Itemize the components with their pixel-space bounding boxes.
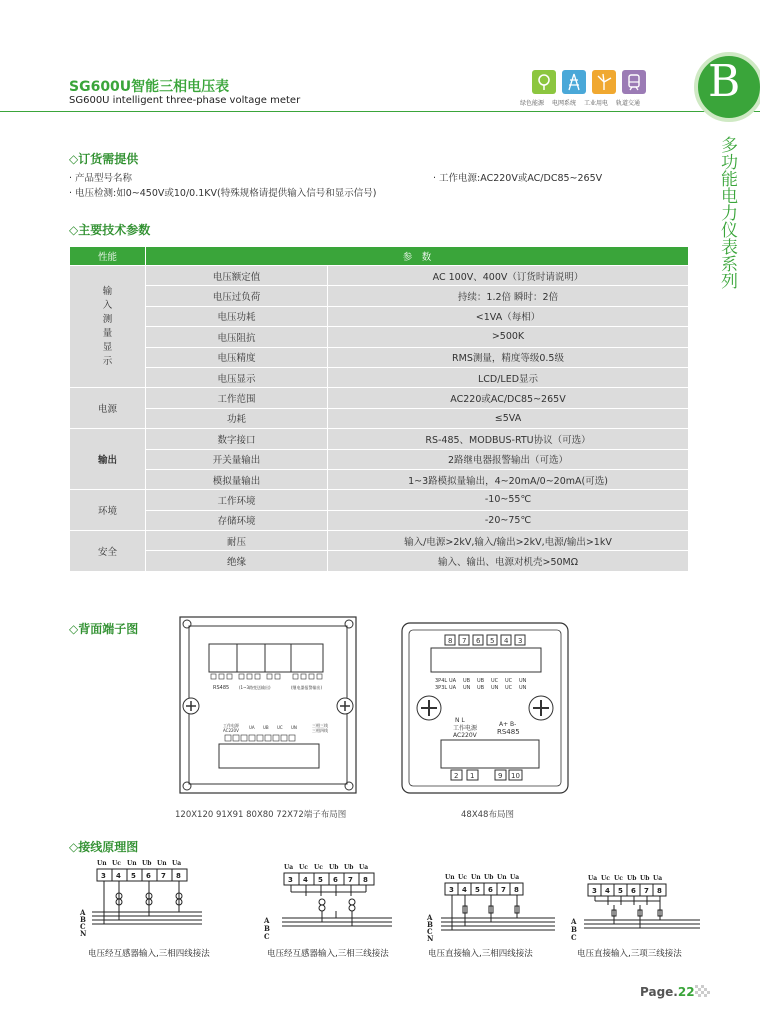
signal-label: Un — [445, 874, 455, 881]
terminal-number: 6 — [631, 887, 636, 895]
wiring-diagram-1 — [72, 856, 202, 946]
signal-label: Ub — [142, 860, 152, 867]
phase-label: A — [571, 917, 577, 926]
three-phase-3wire-label: 三相三线 — [312, 723, 328, 728]
terminal-number: 4 — [462, 886, 467, 894]
terminal-number: 6 — [476, 637, 481, 645]
param-name: 电压额定值 — [146, 266, 328, 286]
signal-label: Uc — [458, 874, 467, 881]
series-side-title: 多功能电力仪表系列 — [717, 136, 737, 289]
terminal-number: 6 — [146, 872, 151, 880]
phase-label: C — [80, 922, 86, 931]
signal-label: Uc — [112, 860, 121, 867]
terminal-number: 3 — [288, 876, 293, 884]
order-item: · 工作电源:AC220V或AC/DC85~265V — [433, 173, 603, 184]
icon-label: 轨道交通 — [615, 100, 640, 107]
param-value: 2路继电器报警输出（可选） — [328, 449, 689, 469]
param-name: 电压阻抗 — [146, 327, 328, 347]
table-row — [70, 469, 689, 489]
wiring-heading: ◇接线原理图 — [69, 840, 139, 854]
param-name: 工作环境 — [146, 490, 328, 510]
industrial-power-icon — [592, 70, 616, 94]
param-name: 存储环境 — [146, 510, 328, 530]
wiring-caption: 电压经互感器输入,三相三线接法 — [267, 949, 389, 959]
terminal-number: 3 — [449, 886, 454, 894]
wiring-mode-label: 3P3L — [435, 685, 448, 691]
voltage-term-label: UN — [291, 725, 297, 730]
signal-label: Uc — [614, 875, 623, 882]
order-item: · 电压检测:如0~450V或10/0.1KV(特殊规格请提供输入信号和显示信号) — [69, 188, 377, 199]
terminal-number: 5 — [318, 876, 323, 884]
order-item: · 产品型号名称 — [69, 173, 133, 184]
param-name: 工作范围 — [146, 388, 328, 408]
param-name: 模拟量输出 — [146, 469, 328, 489]
voltage-term-label: UC — [277, 725, 283, 730]
param-value: 输入、输出、电源对机壳>50MΩ — [328, 551, 689, 571]
param-value: LCD/LED显示 — [328, 367, 689, 387]
table-header: 参 数 — [146, 247, 689, 266]
param-name: 绝缘 — [146, 551, 328, 571]
rear-panel-large — [179, 616, 357, 794]
terminal-number: 4 — [116, 872, 121, 880]
phase-label: B — [571, 925, 577, 934]
signal-label: Un — [497, 874, 507, 881]
rs485-ab-label: A+ B- — [499, 721, 517, 728]
phase-label: B — [80, 915, 86, 924]
table-row — [70, 327, 689, 347]
terminal-number: 3 — [592, 887, 597, 895]
rs485-label: RS485 — [213, 685, 230, 691]
power-nl-label: N L — [455, 717, 465, 724]
signal-label: Ua — [172, 860, 182, 867]
voltage-term-label: UA — [449, 678, 457, 684]
signal-label: Uc — [601, 875, 610, 882]
param-name: 电压精度 — [146, 347, 328, 367]
terminal-number: 7 — [462, 637, 467, 645]
wiring-caption: 电压直接输入,三相四线接法 — [428, 949, 533, 959]
table-row — [70, 388, 689, 408]
terminal-number: 7 — [501, 886, 506, 894]
table-row — [70, 490, 689, 510]
param-name: 功耗 — [146, 408, 328, 428]
page-label: Page. — [640, 985, 678, 999]
terminal-number: 4 — [504, 637, 509, 645]
header-divider — [0, 111, 760, 112]
three-phase-4wire-label: 三相四线 — [312, 728, 328, 733]
wiring-diagram-2 — [262, 860, 392, 946]
voltage-term-label: UC — [505, 678, 513, 684]
category-cell: 电源 — [70, 388, 146, 429]
phase-label: N — [427, 934, 434, 943]
table-row — [70, 510, 689, 530]
voltage-term-label: UN — [463, 685, 471, 691]
category-icons — [532, 70, 646, 94]
table-row — [70, 367, 689, 387]
wiring-diagram-3 — [425, 870, 555, 946]
voltage-term-label: UN — [519, 678, 527, 684]
signal-label: Un — [97, 860, 107, 867]
table-row — [70, 551, 689, 571]
rear-heading: ◇背面端子图 — [69, 622, 139, 636]
table-row — [70, 306, 689, 326]
wiring-diagram-4 — [570, 871, 700, 946]
wiring-mode-label: 3P4L — [435, 678, 448, 684]
param-value: >500K — [328, 327, 689, 347]
signal-label: Ub — [344, 864, 354, 871]
param-value: RS-485、MODBUS-RTU协议（可选） — [328, 429, 689, 449]
category-cell: 输入测量显示 — [70, 266, 146, 388]
voltage-term-label: UA — [249, 725, 255, 730]
param-value: -10~55℃ — [328, 490, 689, 510]
phase-label: B — [264, 924, 270, 933]
terminal-number: 8 — [363, 876, 368, 884]
terminal-number: 7 — [161, 872, 166, 880]
relay-output-label: (继电器报警输出) — [291, 685, 323, 690]
voltage-term-label: UB — [263, 725, 269, 730]
param-name: 数字接口 — [146, 429, 328, 449]
phase-label: A — [80, 908, 86, 917]
terminal-number: 2 — [454, 772, 459, 780]
voltage-term-label: UN — [519, 685, 527, 691]
table-row — [70, 347, 689, 367]
signal-label: Ua — [653, 875, 663, 882]
signal-label: Ub — [640, 875, 650, 882]
table-row — [70, 266, 689, 286]
rear-small-caption: 48X48布局图 — [461, 810, 514, 820]
icon-label: 电网系统 — [551, 100, 576, 107]
voltage-term-label: UC — [491, 678, 499, 684]
signal-label: Un — [471, 874, 481, 881]
power-ac-label: AC220V — [453, 732, 477, 739]
analog-output-label: (1~3路变送输出) — [239, 685, 271, 690]
terminal-number: 6 — [488, 886, 493, 894]
terminal-number: 8 — [176, 872, 181, 880]
voltage-term-label: UB — [477, 678, 485, 684]
phase-label: C — [264, 932, 270, 941]
green-energy-icon — [532, 70, 556, 94]
phase-label: N — [80, 929, 87, 938]
terminal-number: 8 — [514, 886, 519, 894]
param-value: RMS测量，精度等级0.5级 — [328, 347, 689, 367]
table-row — [70, 408, 689, 428]
voltage-term-label: UN — [491, 685, 499, 691]
param-name: 耐压 — [146, 531, 328, 551]
voltage-term-label: UB — [477, 685, 485, 691]
voltage-term-label: UA — [449, 685, 457, 691]
terminal-number: 10 — [511, 772, 520, 780]
param-value: <1VA（每相） — [328, 306, 689, 326]
category-cell: 输出 — [70, 429, 146, 490]
voltage-term-label: UC — [505, 685, 513, 691]
terminal-number: 6 — [333, 876, 338, 884]
signal-label: Ub — [627, 875, 637, 882]
category-icon-labels — [518, 98, 642, 107]
page-number — [640, 985, 695, 999]
terminal-number: 7 — [348, 876, 353, 884]
rs485-label: RS485 — [497, 728, 520, 736]
terminal-number: 1 — [470, 772, 475, 780]
rear-large-caption: 120X120 91X91 80X80 72X72端子布局图 — [175, 810, 347, 820]
terminal-number: 4 — [605, 887, 610, 895]
signal-label: Uc — [299, 864, 308, 871]
terminal-number: 9 — [498, 772, 503, 780]
param-value: 1~3路模拟量输出，4~20mA/0~20mA(可选) — [328, 469, 689, 489]
signal-label: Uc — [314, 864, 323, 871]
signal-label: Ua — [359, 864, 369, 871]
table-row — [70, 429, 689, 449]
decorative-pattern-icon — [695, 985, 713, 999]
phase-label: B — [427, 920, 433, 929]
param-value: 持续：1.2倍 瞬时：2倍 — [328, 286, 689, 306]
phase-label: A — [427, 913, 433, 922]
terminal-number: 5 — [475, 886, 480, 894]
page-title: SG600U智能三相电压表 — [69, 79, 230, 95]
signal-label: Ua — [588, 875, 598, 882]
rail-transit-icon — [622, 70, 646, 94]
terminal-number: 3 — [101, 872, 106, 880]
param-value: 输入/电源>2kV,输入/输出>2kV,电源/输出>1kV — [328, 531, 689, 551]
param-name: 开关量输出 — [146, 449, 328, 469]
signal-label: Ua — [284, 864, 294, 871]
category-cell: 环境 — [70, 490, 146, 531]
voltage-term-label: UB — [463, 678, 471, 684]
icon-label: 工业用电 — [583, 100, 608, 107]
category-cell: 安全 — [70, 531, 146, 572]
page-number-value: 22 — [677, 985, 695, 999]
wiring-caption: 电压直接输入,三项三线接法 — [577, 949, 682, 959]
power-label: 工作电源 — [453, 725, 478, 732]
table-row — [70, 449, 689, 469]
terminal-number: 5 — [490, 637, 495, 645]
signal-label: Ua — [510, 874, 520, 881]
signal-label: Ub — [329, 864, 339, 871]
signal-label: Ub — [484, 874, 494, 881]
power-label: 工作电源 — [223, 723, 239, 728]
terminal-number: 8 — [657, 887, 662, 895]
table-row — [70, 286, 689, 306]
table-header: 性能 — [70, 247, 146, 266]
param-name: 电压显示 — [146, 367, 328, 387]
terminal-number: 5 — [618, 887, 623, 895]
spec-table — [69, 246, 689, 572]
table-row — [70, 531, 689, 551]
order-heading: ◇订货需提供 — [69, 152, 139, 166]
terminal-number: 3 — [518, 637, 523, 645]
icon-label: 绿色能源 — [519, 100, 544, 107]
rear-panel-small — [401, 622, 569, 794]
param-name: 电压过负荷 — [146, 286, 328, 306]
param-value: AC220或AC/DC85~265V — [328, 388, 689, 408]
param-value: AC 100V、400V（订货时请说明） — [328, 266, 689, 286]
power-grid-icon — [562, 70, 586, 94]
param-value: -20~75℃ — [328, 510, 689, 530]
page-subtitle: SG600U intelligent three-phase voltage meter — [69, 95, 301, 106]
terminal-number: 8 — [448, 637, 453, 645]
power-sub-label: AC220V — [223, 728, 239, 733]
terminal-number: 7 — [644, 887, 649, 895]
phase-label: C — [427, 927, 433, 936]
phase-label: C — [571, 933, 577, 942]
specs-heading: ◇主要技术参数 — [69, 223, 151, 237]
param-name: 电压功耗 — [146, 306, 328, 326]
series-badge-letter: B — [708, 56, 741, 107]
signal-label: Un — [157, 860, 167, 867]
param-value: ≤5VA — [328, 408, 689, 428]
terminal-number: 5 — [131, 872, 136, 880]
phase-label: A — [264, 916, 270, 925]
terminal-number: 4 — [303, 876, 308, 884]
wiring-caption: 电压经互感器输入,三相四线接法 — [88, 949, 210, 959]
signal-label: Un — [127, 860, 137, 867]
